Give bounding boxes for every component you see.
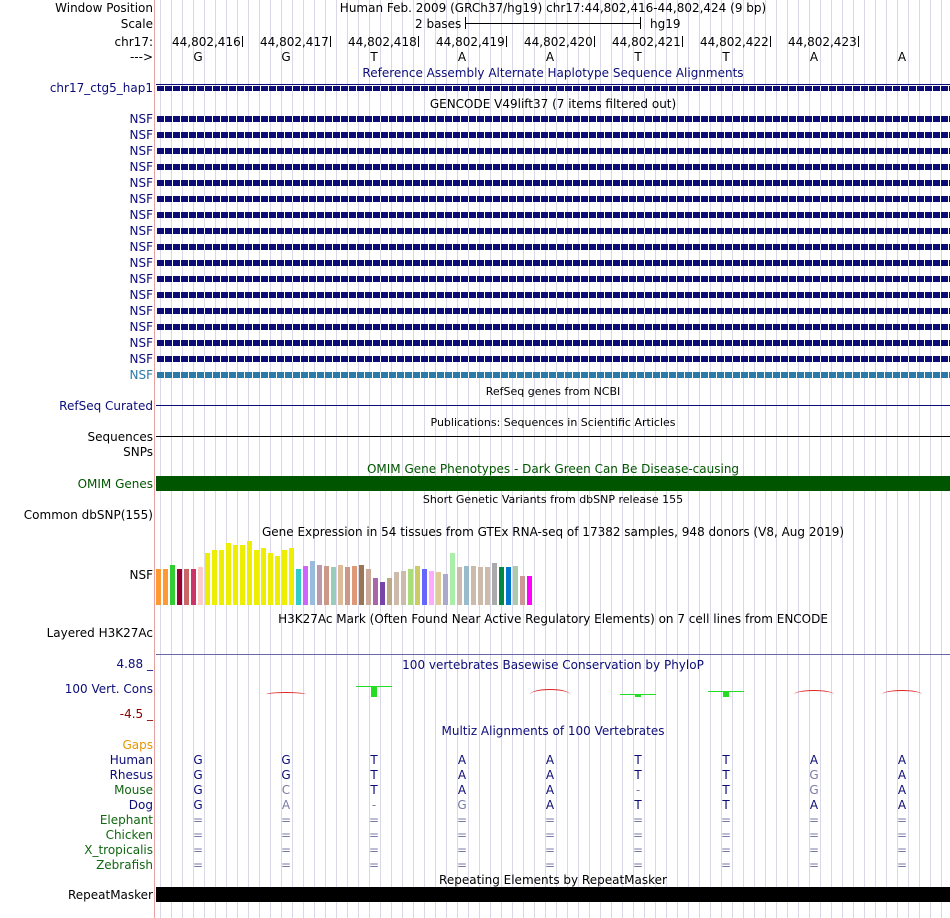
ruler-tick [858, 36, 859, 47]
multiz-base: A [897, 798, 907, 812]
gtex-tissue-bar[interactable] [478, 567, 483, 605]
gencode-transcript-feature[interactable] [156, 244, 950, 250]
window-position-value: Human Feb. 2009 (GRCh37/hg19) chr17:44,802,416-44,802,424 (9 bp) [339, 1, 767, 15]
gtex-tissue-bar[interactable] [170, 565, 175, 605]
multiz-base: A [457, 783, 467, 797]
alt-haplotype-top-line [156, 84, 950, 85]
gtex-tissue-bar[interactable] [254, 550, 259, 605]
gtex-tissue-bar[interactable] [422, 569, 427, 605]
multiz-base: C [281, 783, 291, 797]
ruler-tick [594, 36, 595, 47]
multiz-base: = [192, 828, 204, 842]
multiz-base: A [281, 798, 291, 812]
multiz-base: = [280, 858, 292, 872]
multiz-base: = [280, 813, 292, 827]
gtex-tissue-bar[interactable] [485, 567, 490, 605]
multiz-base: = [456, 858, 468, 872]
multiz-base: = [456, 843, 468, 857]
repeatmasker-feature[interactable] [156, 887, 950, 902]
gtex-tissue-bar[interactable] [415, 566, 420, 605]
multiz-base: = [192, 813, 204, 827]
gtex-tissue-bar[interactable] [289, 548, 294, 605]
gtex-tissue-bar[interactable] [219, 550, 224, 605]
gtex-tissue-bar[interactable] [282, 550, 287, 605]
multiz-base: = [808, 813, 820, 827]
multiz-base: = [280, 843, 292, 857]
base-letter: T [722, 50, 730, 64]
multiz-base: = [632, 843, 644, 857]
gtex-tissue-bar[interactable] [268, 553, 273, 605]
multiz-species-label[interactable]: Chicken [105, 828, 153, 842]
gencode-transcript-label[interactable]: NSF [129, 304, 153, 318]
ruler-position: 44,802,421 [612, 35, 681, 49]
gtex-tissue-bar[interactable] [443, 574, 448, 605]
gtex-tissue-bar[interactable] [156, 569, 161, 605]
gtex-tissue-bar[interactable] [457, 567, 462, 605]
gtex-tissue-bar[interactable] [184, 569, 189, 605]
multiz-base: G [281, 753, 291, 767]
gtex-tissue-bar[interactable] [303, 566, 308, 605]
scale-db: hg19 [650, 17, 681, 31]
refseq-title[interactable]: RefSeq genes from NCBI [485, 385, 621, 398]
strand-label: ---> [129, 50, 153, 64]
ruler-tick [506, 36, 507, 47]
multiz-base: T [722, 798, 730, 812]
ruler-position: 44,802,417 [260, 35, 329, 49]
gencode-transcript-label[interactable]: NSF [129, 288, 153, 302]
multiz-base: A [545, 783, 555, 797]
phylop-label[interactable]: 100 Vert. Cons [64, 682, 153, 696]
gencode-transcript-feature[interactable] [156, 196, 950, 202]
gencode-transcript-feature[interactable] [156, 132, 950, 138]
gencode-transcript-feature[interactable] [156, 340, 950, 346]
multiz-base: T [634, 798, 642, 812]
publications-title[interactable]: Publications: Sequences in Scientific Articles [430, 416, 676, 429]
multiz-base: G [809, 783, 819, 797]
h3k27ac-baseline [156, 654, 950, 655]
multiz-base: = [544, 813, 556, 827]
base-letter: T [634, 50, 642, 64]
scale-bar [465, 23, 641, 24]
multiz-base: T [722, 783, 730, 797]
gtex-tissue-bar[interactable] [499, 567, 504, 605]
gencode-transcript-feature[interactable] [156, 276, 950, 282]
gtex-tissue-bar[interactable] [212, 550, 217, 605]
gencode-transcript-label[interactable]: NSF [129, 160, 153, 174]
gtex-tissue-bar[interactable] [380, 582, 385, 605]
gtex-tissue-bar[interactable] [492, 563, 497, 605]
repeatmasker-title[interactable]: Repeating Elements by RepeatMasker [439, 873, 667, 887]
gtex-tissue-bar[interactable] [296, 569, 301, 605]
multiz-species-label[interactable]: X_tropicalis [84, 843, 153, 857]
gtex-tissue-bar[interactable] [394, 572, 399, 605]
multiz-base: G [193, 768, 203, 782]
multiz-base: = [192, 858, 204, 872]
multiz-base: = [896, 828, 908, 842]
gtex-tissue-bar[interactable] [520, 576, 525, 605]
gtex-tissue-bar[interactable] [408, 569, 413, 605]
gencode-transcript-label[interactable]: NSF [129, 320, 153, 334]
ruler-position: 44,802,418 [348, 35, 417, 49]
gencode-transcript-feature[interactable] [156, 228, 950, 234]
gtex-tissue-bar[interactable] [317, 565, 322, 605]
h3k27ac-label[interactable]: Layered H3K27Ac [46, 626, 153, 640]
multiz-base: T [634, 753, 642, 767]
multiz-base: A [897, 753, 907, 767]
phylop-min: -4.5 _ [119, 707, 153, 721]
gtex-tissue-bar[interactable] [506, 567, 511, 605]
multiz-base: = [544, 843, 556, 857]
gencode-transcript-feature[interactable] [156, 164, 950, 170]
phylop-score-mark[interactable] [794, 690, 834, 699]
label-separator [154, 0, 155, 918]
multiz-species-label[interactable]: Human [109, 753, 153, 767]
scale-label: Scale [120, 17, 153, 31]
phylop-score-mark[interactable] [530, 689, 570, 700]
gtex-tissue-bar[interactable] [527, 576, 532, 605]
multiz-base: A [457, 753, 467, 767]
gtex-tissue-bar[interactable] [450, 553, 455, 605]
gencode-transcript-label[interactable]: NSF [129, 272, 153, 286]
multiz-title[interactable]: Multiz Alignments of 100 Vertebrates [441, 724, 665, 738]
gtex-tissue-bar[interactable] [359, 565, 364, 605]
gtex-tissue-bar[interactable] [345, 567, 350, 605]
ruler-tick [418, 36, 419, 47]
multiz-base: = [544, 858, 556, 872]
multiz-base: G [281, 768, 291, 782]
multiz-base: = [720, 858, 732, 872]
alt-haplotype-title[interactable]: Reference Assembly Alternate Haplotype Sequence Alignments [362, 66, 744, 80]
gtex-tissue-bar[interactable] [177, 569, 182, 605]
publications-sequences-label[interactable]: Sequences [87, 430, 153, 444]
ruler-tick [682, 36, 683, 47]
gtex-tissue-bar[interactable] [471, 566, 476, 605]
multiz-base: G [193, 783, 203, 797]
gtex-bar-chart[interactable] [156, 540, 536, 605]
multiz-base: = [632, 828, 644, 842]
base-letter: A [809, 50, 819, 64]
phylop-score-mark[interactable] [356, 686, 392, 697]
gtex-tissue-bar[interactable] [310, 561, 315, 605]
gtex-tissue-bar[interactable] [226, 543, 231, 605]
ruler-position: 44,802,420 [524, 35, 593, 49]
dbsnp-label[interactable]: Common dbSNP(155) [23, 508, 153, 522]
gtex-tissue-bar[interactable] [163, 569, 168, 605]
multiz-base: G [193, 753, 203, 767]
multiz-base: A [545, 753, 555, 767]
base-letter: A [457, 50, 467, 64]
publications-feature[interactable] [156, 436, 950, 437]
gencode-transcript-feature[interactable] [156, 324, 950, 330]
gtex-tissue-bar[interactable] [275, 556, 280, 605]
multiz-base: = [544, 828, 556, 842]
gtex-label[interactable]: NSF [129, 568, 153, 582]
chrom-label: chr17: [114, 35, 153, 49]
multiz-base: = [632, 813, 644, 827]
gtex-tissue-bar[interactable] [198, 567, 203, 605]
gencode-transcript-label[interactable]: NSF [129, 336, 153, 350]
repeatmasker-label[interactable]: RepeatMasker [67, 888, 153, 902]
refseq-label[interactable]: RefSeq Curated [59, 399, 153, 413]
dbsnp-title[interactable]: Short Genetic Variants from dbSNP release 155 [422, 493, 684, 506]
gtex-tissue-bar[interactable] [373, 578, 378, 605]
gencode-transcript-label[interactable]: NSF [129, 208, 153, 222]
gencode-transcript-label[interactable]: NSF [129, 256, 153, 270]
phylop-score-mark[interactable] [266, 692, 306, 697]
refseq-feature[interactable] [156, 405, 950, 406]
multiz-base: = [192, 843, 204, 857]
ruler-position: 44,802,416 [172, 35, 241, 49]
ruler-position: 44,802,422 [700, 35, 769, 49]
multiz-base: = [720, 813, 732, 827]
multiz-base: - [635, 783, 641, 797]
gtex-tissue-bar[interactable] [436, 572, 441, 605]
gencode-transcript-feature[interactable] [156, 308, 950, 314]
gtex-tissue-bar[interactable] [338, 565, 343, 605]
multiz-base: A [897, 768, 907, 782]
gtex-tissue-bar[interactable] [401, 571, 406, 605]
omim-label[interactable]: OMIM Genes [77, 477, 153, 491]
multiz-base: G [193, 798, 203, 812]
base-letter: G [193, 50, 203, 64]
window-position-label: Window Position [55, 1, 153, 15]
multiz-base: T [370, 768, 378, 782]
phylop-score-fill [635, 695, 641, 697]
gencode-transcript-label[interactable]: NSF [129, 352, 153, 366]
phylop-score-fill [371, 687, 377, 697]
base-letter: A [545, 50, 555, 64]
h3k27ac-title[interactable]: H3K27Ac Mark (Often Found Near Active Regulatory Elements) on 7 cell lines from ENCODE [278, 612, 828, 626]
multiz-species-label[interactable]: Zebrafish [96, 858, 153, 872]
multiz-base: G [457, 798, 467, 812]
gtex-tissue-bar[interactable] [352, 566, 357, 605]
ruler-position: 44,802,423 [788, 35, 857, 49]
scale-value: 2 bases [415, 17, 462, 31]
multiz-base: = [896, 858, 908, 872]
multiz-gaps-label[interactable]: Gaps [122, 738, 153, 752]
phylop-score-fill [723, 692, 729, 697]
gtex-tissue-bar[interactable] [261, 548, 266, 605]
ruler-tick [770, 36, 771, 47]
multiz-base: = [368, 828, 380, 842]
phylop-score-mark[interactable] [882, 690, 922, 699]
phylop-score-mark[interactable] [708, 691, 744, 697]
multiz-base: T [370, 753, 378, 767]
multiz-base: = [808, 828, 820, 842]
multiz-base: T [722, 753, 730, 767]
gencode-transcript-label[interactable]: NSF [129, 368, 153, 382]
gencode-transcript-label[interactable]: NSF [129, 192, 153, 206]
gencode-transcript-feature[interactable] [156, 292, 950, 298]
multiz-base: A [809, 753, 819, 767]
multiz-base: = [808, 843, 820, 857]
gencode-transcript-feature[interactable] [156, 356, 950, 362]
multiz-base: T [634, 768, 642, 782]
gencode-title[interactable]: GENCODE V49lift37 (7 items filtered out) [429, 97, 677, 111]
gencode-transcript-label[interactable]: NSF [129, 176, 153, 190]
scale-bar-left-tick [465, 17, 466, 29]
multiz-base: = [720, 828, 732, 842]
gtex-tissue-bar[interactable] [464, 566, 469, 605]
multiz-base: A [897, 783, 907, 797]
multiz-base: = [280, 828, 292, 842]
gencode-transcript-feature[interactable] [156, 260, 950, 266]
multiz-base: = [368, 843, 380, 857]
multiz-species-label[interactable]: Mouse [114, 783, 153, 797]
multiz-base: G [809, 768, 819, 782]
gencode-transcript-label[interactable]: NSF [129, 128, 153, 142]
multiz-base: A [545, 768, 555, 782]
ruler-tick [330, 36, 331, 47]
gtex-tissue-bar[interactable] [240, 545, 245, 605]
gencode-transcript-feature[interactable] [156, 116, 950, 122]
omim-title[interactable]: OMIM Gene Phenotypes - Dark Green Can Be Disease-causing [366, 462, 740, 476]
base-letter: G [281, 50, 291, 64]
multiz-species-label[interactable]: Dog [128, 798, 153, 812]
scale-bar-right-tick [640, 17, 641, 29]
multiz-base: = [456, 828, 468, 842]
publications-snps-label[interactable]: SNPs [123, 445, 153, 459]
gencode-transcript-feature[interactable] [156, 180, 950, 186]
multiz-base: A [545, 798, 555, 812]
multiz-base: = [456, 813, 468, 827]
gtex-tissue-bar[interactable] [324, 566, 329, 605]
gtex-tissue-bar[interactable] [331, 567, 336, 605]
gencode-transcript-label[interactable]: NSF [129, 144, 153, 158]
phylop-title[interactable]: 100 vertebrates Basewise Conservation by PhyloP [402, 658, 704, 672]
multiz-base: = [896, 843, 908, 857]
multiz-species-label[interactable]: Rhesus [109, 768, 153, 782]
multiz-base: - [371, 798, 377, 812]
multiz-base: = [632, 858, 644, 872]
gtex-title[interactable]: Gene Expression in 54 tissues from GTEx RNA-seq of 17382 samples, 948 donors (V8, Aug 2019) [261, 525, 845, 539]
gtex-tissue-bar[interactable] [233, 545, 238, 605]
alt-haplotype-feature[interactable] [156, 86, 950, 91]
gtex-tissue-bar[interactable] [387, 578, 392, 605]
multiz-base: = [368, 813, 380, 827]
gtex-tissue-bar[interactable] [429, 571, 434, 605]
gtex-tissue-bar[interactable] [247, 541, 252, 605]
multiz-base: A [809, 798, 819, 812]
multiz-base: = [896, 813, 908, 827]
gencode-transcript-label[interactable]: NSF [129, 240, 153, 254]
multiz-base: T [370, 783, 378, 797]
gtex-tissue-bar[interactable] [366, 569, 371, 605]
alt-haplotype-label[interactable]: chr17_ctg5_hap1 [49, 81, 153, 95]
base-letter: T [370, 50, 378, 64]
omim-feature[interactable] [156, 476, 950, 491]
gtex-tissue-bar[interactable] [513, 566, 518, 605]
gencode-transcript-feature[interactable] [156, 148, 950, 154]
phylop-score-mark[interactable] [620, 694, 656, 697]
multiz-base: T [722, 768, 730, 782]
ruler-position: 44,802,419 [436, 35, 505, 49]
ruler-tick [242, 36, 243, 47]
gencode-transcript-label[interactable]: NSF [129, 224, 153, 238]
gencode-transcript-feature[interactable] [156, 212, 950, 218]
gtex-tissue-bar[interactable] [191, 569, 196, 605]
gencode-transcript-feature[interactable] [156, 372, 950, 378]
multiz-base: = [720, 843, 732, 857]
multiz-species-label[interactable]: Elephant [99, 813, 153, 827]
multiz-base: A [457, 768, 467, 782]
multiz-base: = [808, 858, 820, 872]
multiz-base: = [368, 858, 380, 872]
phylop-max: 4.88 _ [116, 657, 153, 671]
gtex-tissue-bar[interactable] [205, 553, 210, 605]
gencode-transcript-label[interactable]: NSF [129, 112, 153, 126]
base-letter: A [897, 50, 907, 64]
